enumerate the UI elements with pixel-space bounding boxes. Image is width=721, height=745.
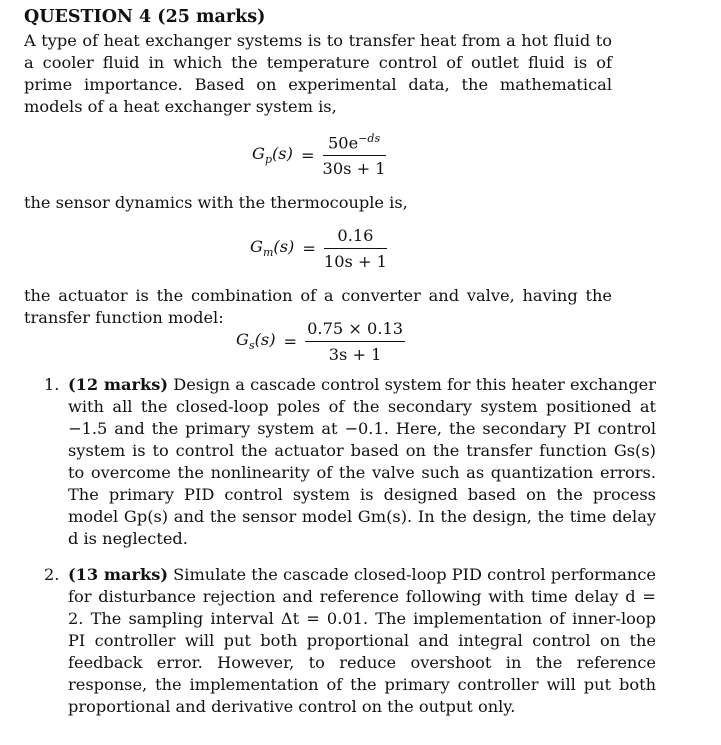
eq2-denominator: 10s + 1 [323, 252, 387, 271]
list-item [24, 374, 656, 550]
eq3-denominator: 3s + 1 [328, 345, 382, 364]
eq3-lhs: $G_s(s)$ [236, 330, 276, 353]
eq3-fraction [305, 319, 405, 364]
actuator-paragraph: the actuator is the combination of a converter and valve, having the transfer function model: [24, 286, 612, 327]
item-text: Design a cascade control system for this heater exchanger with all the closed-loop poles of the secondary system positioned at −1.5 and the primary system at −0.1. Here, the secondary PI control system is to control the actuator based on the transfer function Gs(s) to overcome the nonlinearity of the valve such as quantization errors. The primary PID control system is designed based on the process model Gp(s) and the sensor model Gm(s). In the design, the time delay d is neglected. [68, 375, 656, 548]
process-model-equation: $G_p(s)$ = $\frac{50e^{-ds}}{30s + 1}$ [252, 132, 386, 179]
list-item [24, 564, 656, 718]
eq1-lhs: $G_p(s)$ [252, 144, 293, 167]
sensor-model-equation: $G_m(s)$ = $\frac{0.16}{10s + 1}$ [250, 226, 387, 271]
item-marks: (13 marks) [68, 565, 168, 584]
eq2-numerator: 0.16 [337, 226, 374, 245]
eq1-numerator: $50e^{-ds}$ [328, 132, 381, 153]
item-number: 1. [44, 375, 60, 394]
item-text: Simulate the cascade closed-loop PID control performance for disturbance rejection and reference following with time delay d = 2. The sampling interval Δt = 0.01. The implementation of inner-loop PI controller will put both proportional and integral control on the feedback error. However, to reduce overshoot in the reference response, the implementation of the primary controller will put both proportional and derivative control on the output only. [68, 565, 656, 716]
sensor-paragraph: the sensor dynamics with the thermocouple is, [24, 193, 408, 212]
item-marks: (12 marks) [68, 375, 169, 394]
item-number: 2. [44, 565, 60, 584]
eq1-fraction [323, 132, 386, 178]
question-heading: QUESTION 4 (25 marks) [24, 7, 266, 27]
eq1-denominator: 30s + 1 [322, 159, 386, 179]
eq3-numerator: 0.75 × 0.13 [307, 319, 404, 338]
eq2-lhs: $G_m(s)$ [250, 237, 295, 260]
intro-paragraph: A type of heat exchanger systems is to transfer heat from a hot fluid to a cooler fluid in which the temperature control of outlet fluid is of prime importance. Based on experimental data, the mathematical models of a heat exchanger system is, [24, 31, 612, 116]
eq2-fraction [324, 226, 387, 271]
actuator-model-equation: $G_s(s)$ = $\frac{0.75 \times 0.13}{3s + 1}$ [236, 319, 404, 364]
